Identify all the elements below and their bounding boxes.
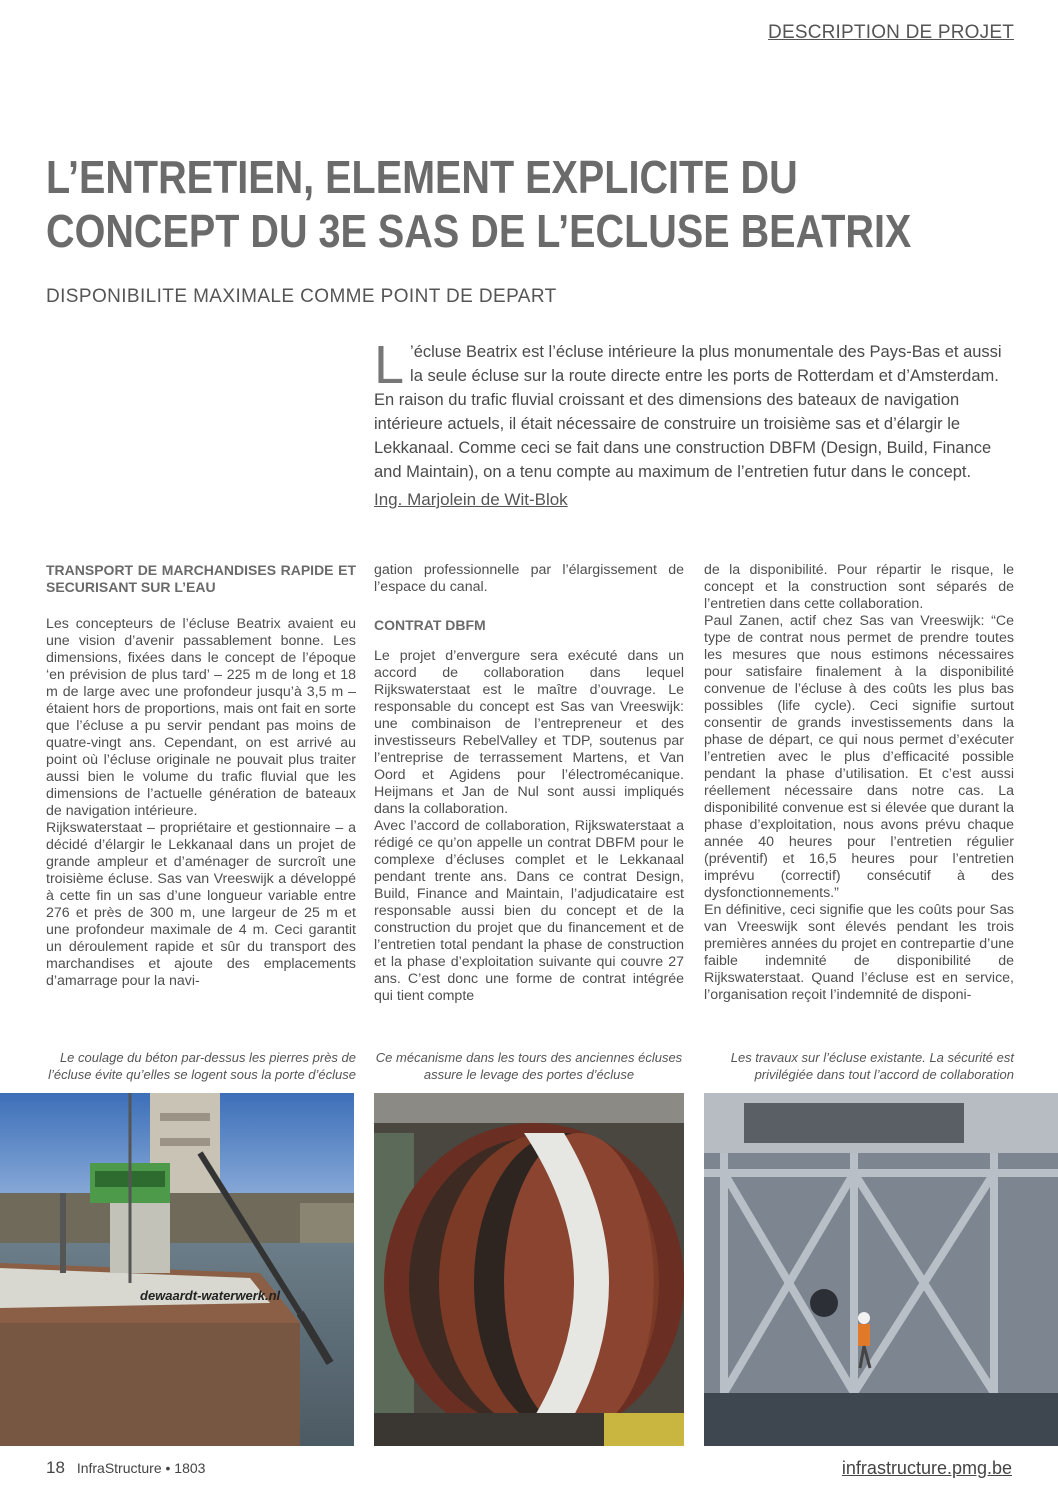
column-1	[46, 562, 356, 990]
paragraph: Avec l’accord de collaboration, Rijkswaterstaat a rédigé ce qu’on appelle un contrat DBFM pour le complexe d’écluses complet et le Lekkanaal pendant trente ans. Dans ce contrat Design, Build, Finance and Maintain, l’adjudicataire est responsable aussi bien du concept et de la construction du projet que du financement et de l’entretien total pendant la phase de construction et la phase d’exploitation suivante qui couvre 27 ans. C’est donc une forme de contrat intégrée qui tient compte	[374, 818, 684, 1004]
photo-caption-3: Les travaux sur l’écluse existante. La sécurité est privilégiée dans tout l’accord de collaboration	[730, 1050, 1014, 1082]
paragraph: Les concepteurs de l’écluse Beatrix avaient eu une vision d’avenir passablement bonne. Les dimensions, fixées dans le concept de l’époque ‘en prévision de plus tard’ – 225 m de long et 18 m de large avec une profondeur jusqu’à 3,5 m – étaient hors de proportions, mais ont fait en sorte que l’écluse a pu servir pendant pas moins de quatre-vingt ans. Cependant, on est arrivé au point où l’écluse originale ne pouvait plus traiter aussi bien le volume du trafic fluvial que les dimensions de l’actuelle génération de bateaux de navigation intérieure.	[46, 616, 356, 819]
title-line-1: L’ENTRETIEN, ELEMENT EXPLICITE DU	[46, 151, 798, 203]
magazine-issue: InfraStructure • 1803	[76, 1460, 206, 1476]
column-2	[374, 562, 684, 1005]
photo-lock-gate-works	[704, 1093, 1058, 1446]
author-name: Ing. Marjolein de Wit-Blok	[374, 490, 568, 509]
photo-caption-1: Le coulage du béton par-dessus les pierres près de l’écluse évite qu’elles se logent sous la porte d’écluse	[48, 1050, 356, 1082]
boat-label: dewaardt-waterwerk.nl	[140, 1288, 281, 1303]
footer-publication	[46, 1458, 205, 1478]
paragraph: Rijkswaterstaat – propriétaire et gestionnaire – a décidé d’élargir le Lekkanaal dans un projet de grande ampleur et d’aménager de surcroît une troisième écluse. Sas van Vreeswijk a développé à cette fin un sas d’une longueur variable entre 276 et près de 300 m, une largeur de 25 m et une profondeur maximale de 4 m. Ceci garantit un déroulement rapide et sûr du transport des marchandises et ajoute des emplacements d’amarrage pour la navi-	[46, 820, 356, 989]
paragraph: Le projet d’envergure sera exécuté dans un accord de collaboration dans lequel Rijkswaterstaat est le maître d’ouvrage. Le responsable du concept est Sas van Vreeswijk: une combinaison de l’entrepreneur et des investisseurs RebelValley et TDP, soutenus par l’entreprise de terrassement Martens, et Van Oord et Agidens pour l’électromécanique. Heijmans et Jan de Nul sont aussi impliqués dans la collaboration.	[374, 648, 684, 817]
photo-lock-mechanism	[374, 1093, 684, 1446]
lead-paragraph	[374, 335, 1014, 484]
paragraph: Paul Zanen, actif chez Sas van Vreeswijk: “Ce type de contrat nous permet de prendre toutes les mesures que nous estimons nécessaires pour satisfaire finalement à la disponibilité convenue de l’écluse à des coûts les plus bas possibles (life cycle). Ceci signifie surtout consentir de grands investissements dans la phase de départ, ce qui nous permet d’exécuter l’entretien avec le plus d’efficacité possible pendant la phase d’utilisation. Et c’est aussi réellement nécessaire dans notre cas. La disponibilité convenue est si élevée que durant la phase d’exploitation, nous avons prévu chaque année 40 heures pour l’entretien régulier (préventif) et 16,5 heures pour l’entretien imprévu (correctif) consécutif à des dysfonctionnements.”	[704, 613, 1014, 901]
photo-dredger-boat	[0, 1093, 354, 1446]
article-title	[46, 150, 912, 258]
paragraph: de la disponibilité. Pour répartir le risque, le concept et la construction sont séparés de l’entretien dans cette collaboration.	[704, 562, 1014, 612]
paragraph: En définitive, ceci signifie que les coûts pour Sas van Vreeswijk sont élevés pendant les trois premières années du projet en contrepartie d’une faible indemnité de disponibilité de Rijkswaterstaat. Quand l’écluse est en service, l’organisation reçoit l’indemnité de disponi-	[704, 902, 1014, 1003]
photo-caption-2: Ce mécanisme dans les tours des anciennes écluses assure le levage des portes d’écluse	[375, 1050, 683, 1082]
page-number: 18	[46, 1458, 65, 1477]
lead-text: ’écluse Beatrix est l’écluse intérieure la plus monumentale des Pays-Bas et aussi la seule écluse sur la route directe entre les ports de Rotterdam et d’Amsterdam. En raison du trafic fluvial croissant et des dimensions des bateaux de navigation intérieure actuels, il était nécessaire de construire un troisième sas et d’élargir le Lekkanaal. Comme ceci se fait dans une construction DBFM (Design, Build, Finance and Maintain), on a tenu compte au maximum de l’entretien futur dans le concept.	[374, 343, 1002, 481]
section-heading-transport: TRANSPORT DE MARCHANDISES RAPIDE ET SECURISANT SUR L’EAU	[46, 562, 356, 595]
section-heading-dbfm: CONTRAT DBFM	[374, 617, 486, 633]
section-tag: DESCRIPTION DE PROJET	[768, 22, 1014, 43]
column-3	[704, 562, 1014, 1004]
title-line-2: CONCEPT DU 3E SAS DE L’ECLUSE BEATRIX	[46, 205, 912, 257]
article-subtitle: DISPONIBILITE MAXIMALE COMME POINT DE DEPART	[46, 286, 557, 307]
paragraph: gation professionnelle par l’élargissement de l’espace du canal.	[374, 562, 684, 595]
drop-cap: L	[374, 335, 405, 395]
website-link[interactable]: infrastructure.pmg.be	[841, 1458, 1012, 1478]
